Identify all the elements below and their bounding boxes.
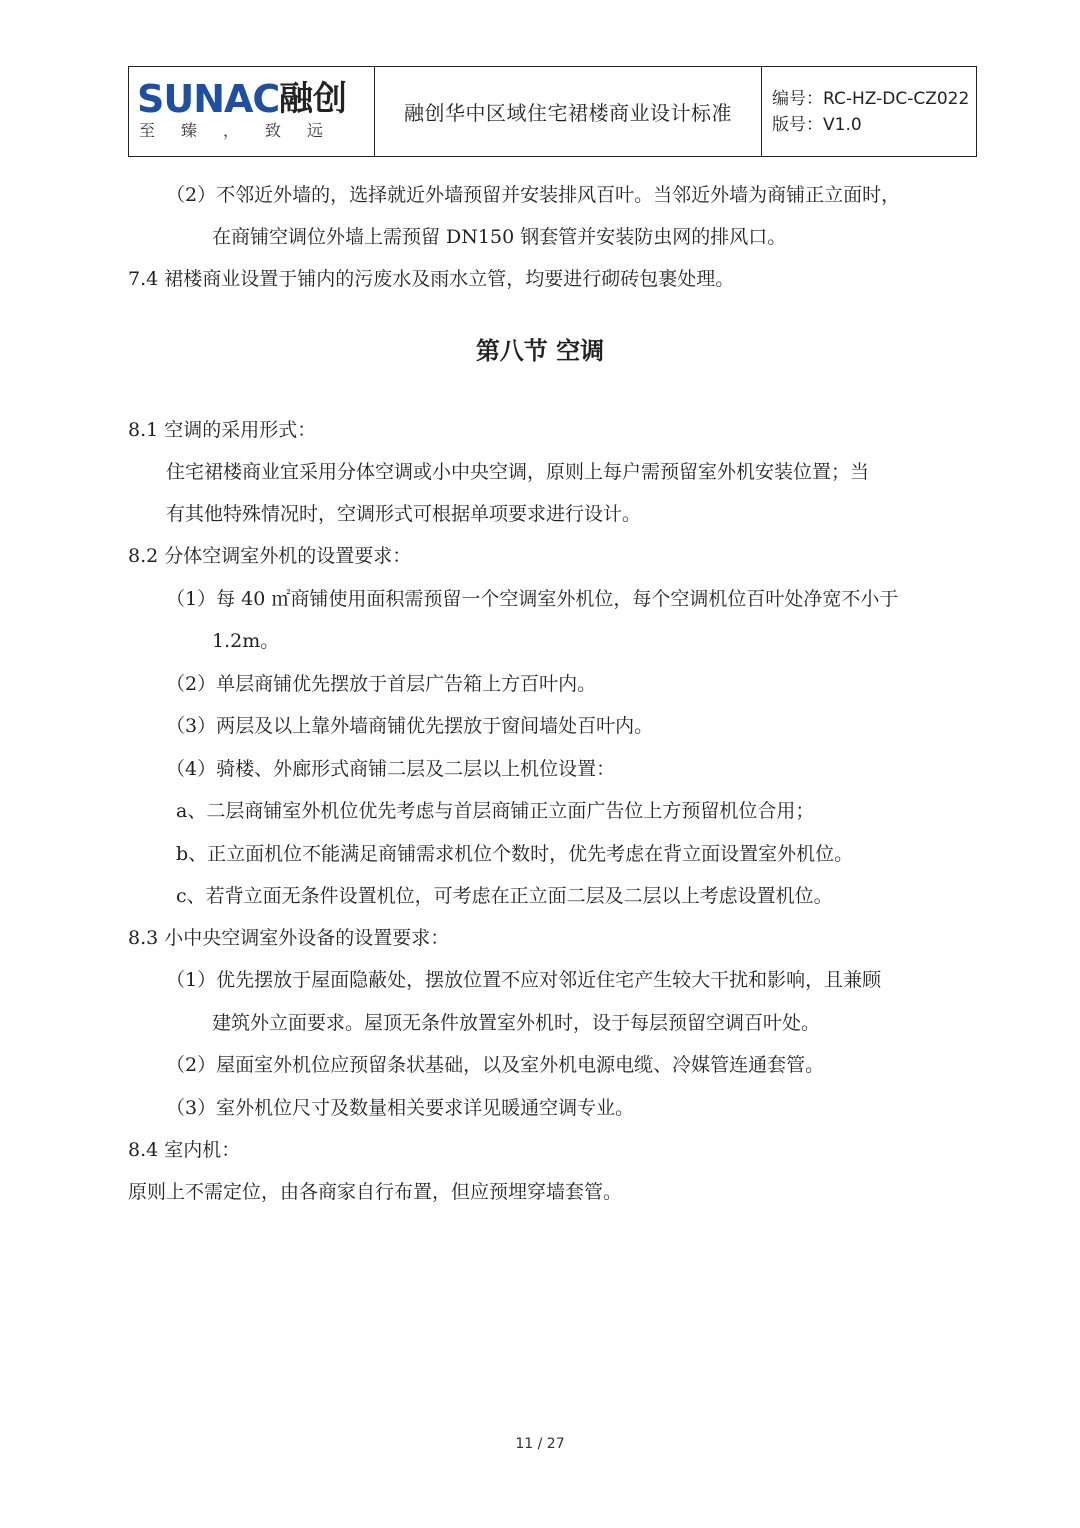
company-logo: SUNAC — [137, 77, 280, 121]
body-line: 住宅裙楼商业宜采用分体空调或小中央空调，原则上每户需预留室外机安装位置；当 — [166, 461, 870, 483]
body-line: a、二层商铺室外机位优先考虑与首层商铺正立面广告位上方预留机位合用； — [176, 800, 815, 822]
body-line: 原则上不需定位，由各商家自行布置，但应预埋穿墙套管。 — [128, 1181, 623, 1203]
body-line: （3）室外机位尺寸及数量相关要求详见暖通空调专业。 — [166, 1097, 635, 1119]
body-line: （4）骑楼、外廊形式商铺二层及二层以上机位设置： — [166, 758, 616, 780]
body-line: 8.2 分体空调室外机的设置要求： — [128, 545, 412, 567]
body-line: 8.4 室内机： — [128, 1139, 241, 1161]
body-line: 8.1 空调的采用形式： — [128, 419, 317, 441]
body-line: b、正立面机位不能满足商铺需求机位个数时，优先考虑在背立面设置室外机位。 — [176, 843, 854, 865]
body-line: 7.4 裙楼商业设置于铺内的污废水及雨水立管，均要进行砌砖包裹处理。 — [128, 268, 735, 290]
body-line: （1）每 40 ㎡商铺使用面积需预留一个空调室外机位，每个空调机位百叶处净宽不小于 — [166, 588, 899, 610]
body-line: （2）单层商铺优先摆放于首层广告箱上方百叶内。 — [166, 673, 597, 695]
document-number: 编号：RC-HZ-DC-CZ022 — [772, 88, 970, 109]
body-line: （2）屋面室外机位应预留条状基础，以及室外机电源电缆、冷媒管连通套管。 — [166, 1054, 825, 1076]
document-meta — [762, 67, 976, 156]
logo-tagline: 至臻，致远 — [139, 121, 350, 140]
body-line: c、若背立面无条件设置机位，可考虑在正立面二层及二层以上考虑设置机位。 — [176, 885, 833, 907]
section-title: 第八节 空调 — [475, 337, 605, 365]
document-version: 版号：V1.0 — [772, 114, 862, 135]
company-logo-cn: 融创 — [279, 79, 347, 119]
logo-cell — [129, 67, 375, 156]
body-line: （2）不邻近外墙的，选择就近外墙预留并安装排风百叶。当邻近外墙为商铺正立面时， — [166, 184, 901, 206]
body-line: （1）优先摆放于屋面隐蔽处，摆放位置不应对邻近住宅产生较大干扰和影响，且兼顾 — [166, 969, 882, 991]
body-line: 1.2m。 — [212, 630, 280, 652]
page-number: 11 / 27 — [515, 1436, 565, 1452]
body-line: 有其他特殊情况时，空调形式可根据单项要求进行设计。 — [166, 503, 642, 525]
document-title: 融创华中区域住宅裙楼商业设计标准 — [375, 67, 762, 156]
body-line: 在商铺空调位外墙上需预留 DN150 钢套管并安装防虫网的排风口。 — [212, 226, 787, 248]
body-line: 8.3 小中央空调室外设备的设置要求： — [128, 927, 450, 949]
body-line: 建筑外立面要求。屋顶无条件放置室外机时，设于每层预留空调百叶处。 — [212, 1012, 821, 1034]
body-line: （3）两层及以上靠外墙商铺优先摆放于窗间墙处百叶内。 — [166, 715, 654, 737]
document-header — [128, 66, 977, 157]
